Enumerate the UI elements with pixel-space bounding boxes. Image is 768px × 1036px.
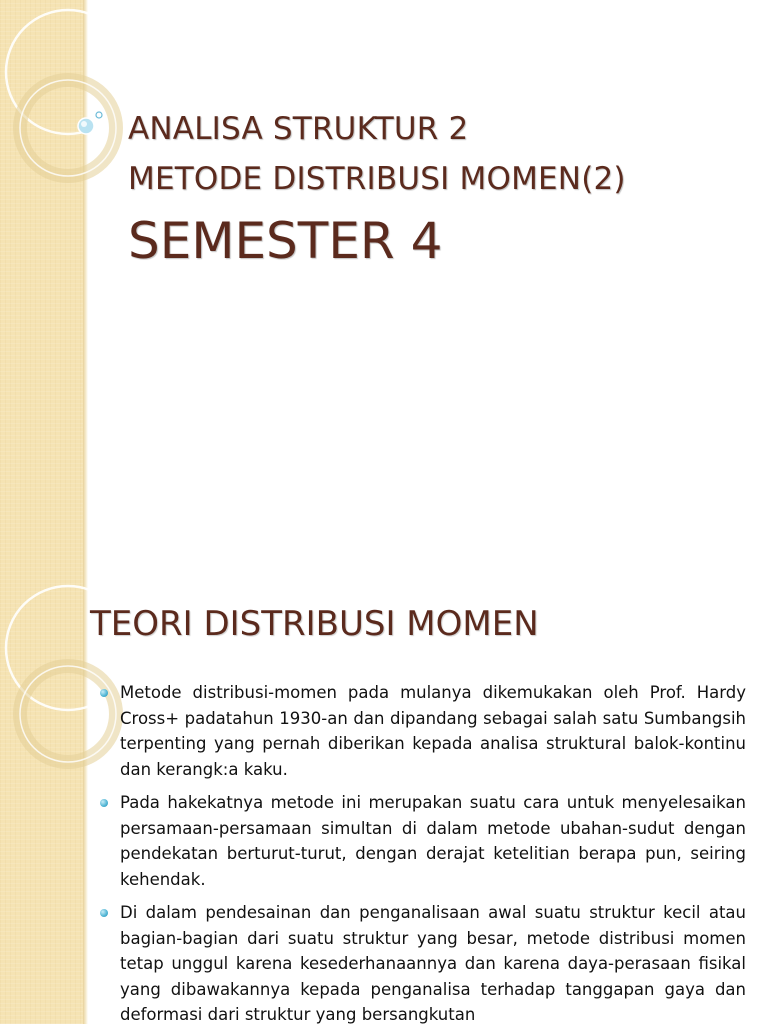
list-item	[100, 680, 746, 782]
bullet-list	[100, 680, 746, 1036]
list-item	[100, 790, 746, 892]
slide-heading: TEORI DISTRIBUSI MOMEN	[90, 604, 539, 644]
bullet-text: Di dalam pendesainan dan penganalisaan awal suatu struktur kecil atau bagian-bagian dari suatu struktur yang besar, metode distribusi momen tetap unggul karena kesederhanaannya dan karena daya-perasaan fisikal yang dibawakannya kepada penganalisa terhadap tanggapan gaya dan deformasi dari struktur yang bersangkutan	[120, 903, 746, 1024]
bullet-text: Pada hakekatnya metode ini merupakan suatu cara untuk menyelesaikan persamaan-persamaan simultan di dalam metode ubahan-sudut dengan pendekatan berturut-turut, dengan derajat ketelitian berapa pun, seiring kehendak.	[120, 793, 746, 889]
course-title: ANALISA STRUKTUR 2	[128, 111, 469, 147]
bullet-icon	[100, 689, 108, 697]
decorative-circles-icon	[0, 0, 130, 576]
bullet-icon	[100, 909, 108, 917]
topic-title: METODE DISTRIBUSI MOMEN(2)	[128, 161, 626, 197]
bullet-text: Metode distribusi-momen pada mulanya dikemukakan oleh Prof. Hardy Cross+ padatahun 1930-an dan dipandang sebagai salah satu Sumbangsih terpenting yang pernah diberikan kepada analisa struktural balok-kontinu dan kerangk:a kaku.	[120, 683, 746, 779]
list-item	[100, 900, 746, 1028]
title-block	[128, 104, 626, 276]
semester-title: SEMESTER 4	[128, 212, 443, 270]
bullet-icon	[100, 799, 108, 807]
